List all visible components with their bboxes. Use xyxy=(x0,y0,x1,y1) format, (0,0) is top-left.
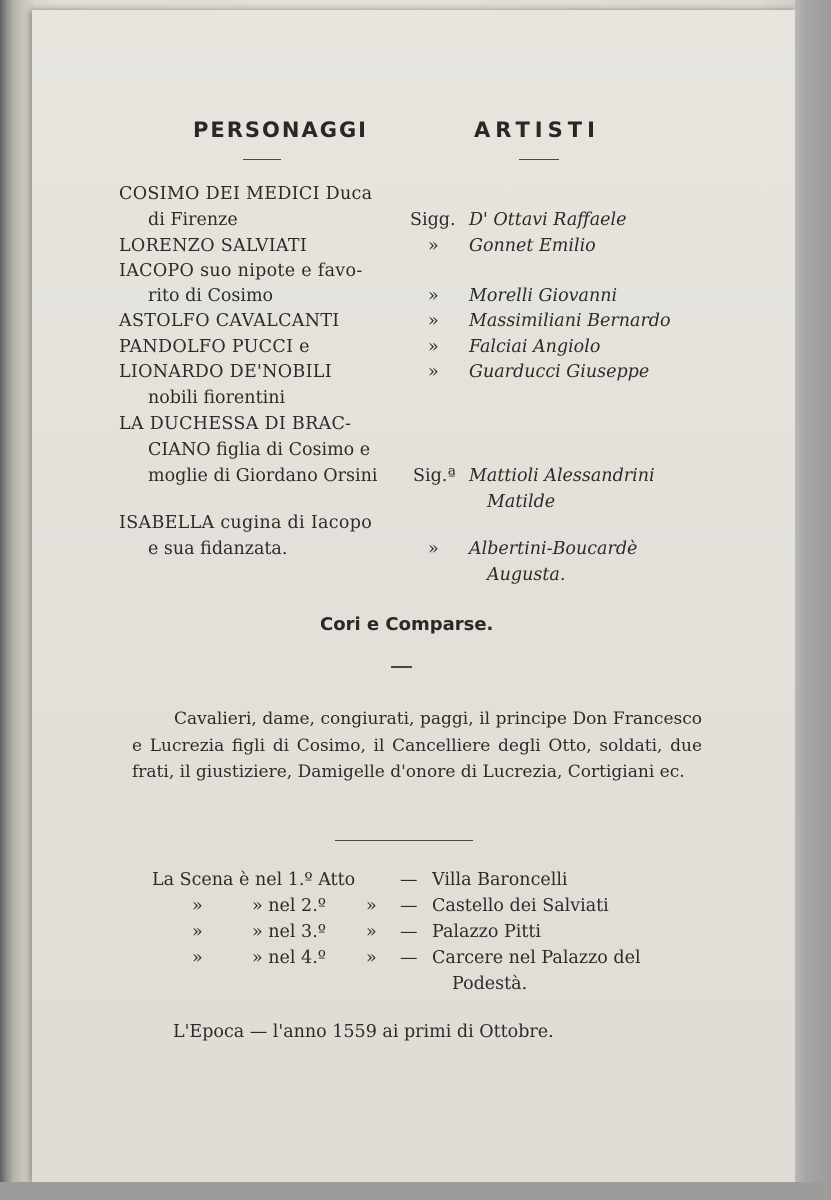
scene-dash: — xyxy=(400,922,418,942)
scene-dash: — xyxy=(400,896,418,916)
artist-name-cont: Augusta. xyxy=(487,565,566,585)
ditto-mark: » xyxy=(366,896,377,916)
page-edge-bottom xyxy=(0,1182,831,1200)
ditto-mark: » xyxy=(192,922,203,942)
artist-name: D' Ottavi Raffaele xyxy=(469,210,627,230)
artisti-rule xyxy=(519,159,559,160)
role-cosimo: COSIMO DEI MEDICI Duca xyxy=(119,184,373,204)
artist-prefix: » xyxy=(428,286,439,306)
scene-dash: — xyxy=(400,948,418,968)
artist-name-cont: Matilde xyxy=(487,492,556,512)
artist-prefix: Sigg. xyxy=(410,210,456,230)
artist-name: Morelli Giovanni xyxy=(469,286,618,306)
role-duchessa: LA DUCHESSA DI BRAC- xyxy=(119,414,352,434)
role-astolfo: ASTOLFO CAVALCANTI xyxy=(119,311,340,331)
role-iacopo: IACOPO suo nipote e favo- xyxy=(119,261,363,281)
scene-lead: » nel 3.º xyxy=(252,922,326,942)
scene-lead: » nel 4.º xyxy=(252,948,326,968)
artist-prefix: » xyxy=(428,236,439,256)
role-pandolfo: PANDOLFO PUCCI e xyxy=(119,337,310,357)
role-duchessa-cont: CIANO figlia di Cosimo e xyxy=(148,440,371,460)
artist-name: Massimiliani Bernardo xyxy=(469,311,671,331)
role-lorenzo: LORENZO SALVIATI xyxy=(119,236,308,256)
scene-dash: — xyxy=(400,870,418,890)
artist-prefix: » xyxy=(428,337,439,357)
artisti-heading: ARTISTI xyxy=(474,118,600,142)
artist-name: Guarducci Giuseppe xyxy=(469,362,650,382)
chorus-rule xyxy=(391,666,412,668)
scene-lead: La Scena è nel 1.º Atto xyxy=(152,870,356,890)
role-isabella: ISABELLA cugina di Iacopo xyxy=(119,513,373,533)
scene-place: Palazzo Pitti xyxy=(432,922,542,942)
artist-name: Gonnet Emilio xyxy=(469,236,596,256)
scene-place: Carcere nel Palazzo del xyxy=(432,948,641,968)
ditto-mark: » xyxy=(192,896,203,916)
artist-prefix: » xyxy=(428,539,439,559)
chorus-heading: Cori e Comparse. xyxy=(320,614,494,635)
scene-place-cont: Podestà. xyxy=(452,974,528,994)
scene-place: Villa Baroncelli xyxy=(432,870,568,890)
personaggi-heading: PERSONAGGI xyxy=(193,118,368,142)
artist-name: Albertini-Boucardè xyxy=(469,539,638,559)
ditto-mark: » xyxy=(366,948,377,968)
role-duchessa-cont: moglie di Giordano Orsini xyxy=(148,466,378,486)
role-cosimo-cont: di Firenze xyxy=(148,210,238,230)
chorus-text: Cavalieri, dame, congiurati, paggi, il principe Don Francesco e Lucrezia figli di Cosimo, il Cancelliere degli Otto, soldati, due frati, il giustiziere, Damigelle d'onore di Lucrezia, Cortigiani ec. xyxy=(132,709,702,782)
role-lionardo: LIONARDO DE'NOBILI xyxy=(119,362,332,382)
personaggi-rule xyxy=(243,159,281,160)
ditto-mark: » xyxy=(366,922,377,942)
role-lionardo-cont: nobili fiorentini xyxy=(148,388,286,408)
book-spine xyxy=(0,0,34,1200)
scene-lead: » nel 2.º xyxy=(252,896,326,916)
scene-place: Castello dei Salviati xyxy=(432,896,609,916)
artist-prefix: » xyxy=(428,311,439,331)
artist-name: Falciai Angiolo xyxy=(469,337,601,357)
section-rule xyxy=(335,840,473,841)
role-isabella-cont: e sua fidanzata. xyxy=(148,539,288,559)
ditto-mark: » xyxy=(192,948,203,968)
artist-prefix: » xyxy=(428,362,439,382)
artist-prefix: Sig.ª xyxy=(413,466,456,486)
epoch-line: L'Epoca — l'anno 1559 ai primi di Ottobre. xyxy=(173,1022,554,1042)
role-iacopo-cont: rito di Cosimo xyxy=(148,286,274,306)
page-edge-right xyxy=(795,0,831,1200)
artist-name: Mattioli Alessandrini xyxy=(469,466,655,486)
